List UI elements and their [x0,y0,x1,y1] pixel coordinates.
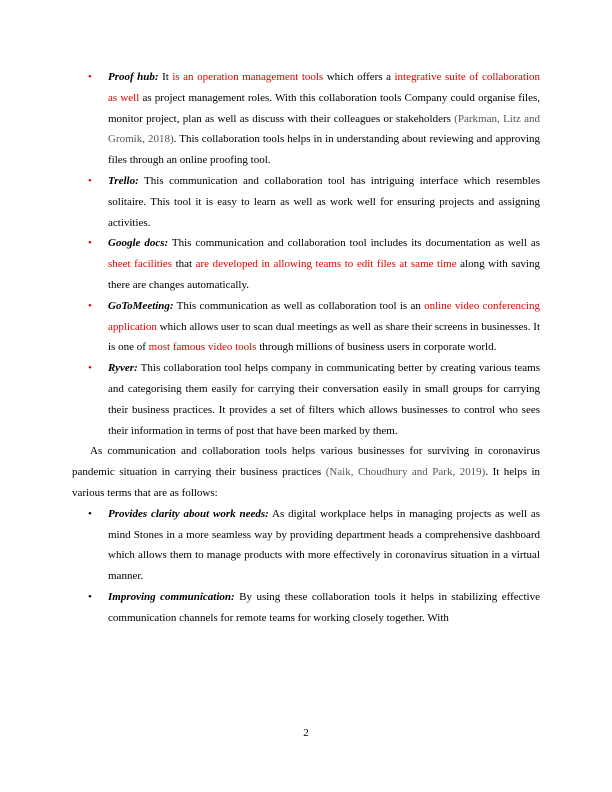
document-page [72,67,540,629]
item-text: This communication and collaboration tool has intriguing interface which resembles solitaire. This tool it is easy to learn as well as work well for ensuring projects and assigning activities. [108,174,540,229]
item-text: It [158,71,173,83]
bullet-glyph: • [88,590,92,603]
item-text: along with saving there are changes automatically. [108,258,540,291]
item-text: . This collaboration tools helps in in understanding about reviewing and approving files through an online proofing tool. [108,133,540,167]
item-text: This communication as well as collaboration tool is an [173,299,425,312]
bullet-item-proof-hub [72,67,540,171]
highlighted-text: most famous video tools [148,341,257,354]
item-text: which offers a [323,71,395,83]
item-text: through millions of business users in corporate world. [256,341,497,354]
bullet-glyph: • [88,362,92,375]
item-text: This collaboration tool helps company in communicating better by creating various teams and categorising them easily for carrying their conversation easily in small groups for carrying their business practices. It provides a set of filters which allows businesses to control who sees their information in terms of post that have been marked by them. [108,362,540,437]
highlighted-text: is an operation management tools [172,71,324,83]
citation: (Naik, Choudhury and Park, 2019) [325,466,486,479]
bullet-glyph: • [88,299,92,312]
bullet-glyph: • [88,507,92,520]
item-title: Ryver: [108,362,138,375]
body-paragraph [72,441,540,503]
item-text: As digital workplace helps in managing projects as well as mind Stones in a more seamless way by providing department heads a comprehensive dashboard which allows them to manage products with more effectively in coronavirus situation in a virtual manner. [108,507,541,583]
bullet-item-communication [72,587,540,629]
bullet-item-ryver [72,358,540,441]
bullet-glyph: • [88,71,92,83]
bullet-item-gotomeeting [72,296,540,358]
item-title: Trello: [108,174,139,187]
item-text: This communication and collaboration tool includes its documentation as well as [168,237,540,250]
item-title: Proof hub: [108,71,159,83]
highlighted-text: online video conferencing application [108,299,540,333]
item-text: as project management roles. With this collaboration tools Company could organise files, monitor project, plan as well as discuss with their colleagues or stakeholders [108,91,540,125]
page-number: 2 [303,727,309,739]
bullet-item-clarity [72,504,540,587]
highlighted-text: integrative suite of collaboration as well [108,71,540,104]
item-text: which allows user to scan dual meetings as well as share their screens in businesses. It is one of [108,320,540,354]
highlighted-text: sheet facilities [108,258,173,271]
item-title: Improving communication: [108,590,235,603]
bullet-glyph: • [88,174,92,187]
paragraph-text: As communication and collaboration tools helps various businesses for surviving in coronavirus pandemic situation in carrying their business practices [72,445,540,479]
item-text: that [172,258,196,271]
citation: (Parkman, Litz and Gromik, 2018) [108,112,540,146]
highlighted-text: are developed in allowing teams to edit files at same time [195,258,457,271]
item-title: GoToMeeting: [108,299,174,312]
paragraph-text: . It helps in various terms that are as follows: [72,466,541,499]
bullet-item-google-docs [72,233,540,295]
item-title: Provides clarity about work needs: [108,507,269,520]
bullet-item-trello [72,171,540,233]
item-title: Google docs: [108,237,169,250]
item-text: By using these collaboration tools it helps in stabilizing effective communication channels for remote teams for working closely together. With [108,590,540,624]
bullet-glyph: • [88,237,92,250]
